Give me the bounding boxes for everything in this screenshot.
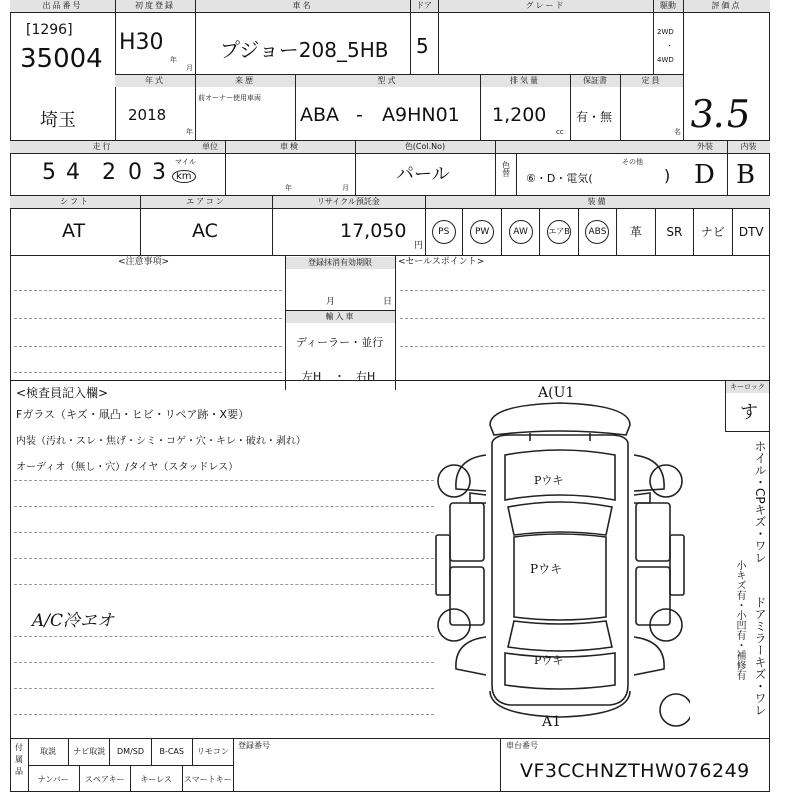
capacity-unit: 名	[674, 128, 681, 136]
key-lock-mark: す	[740, 402, 758, 423]
acc-manual: 取説	[28, 738, 69, 765]
reg-number-label: 登録番号	[238, 741, 270, 750]
header-key-lock: キーロック	[726, 381, 769, 393]
diagram-front-mark: A(U1	[538, 385, 575, 401]
header-year-model: 年式	[115, 75, 195, 87]
inspector-header: <検査員記入欄>	[16, 386, 109, 400]
prefecture: 埼玉	[40, 110, 76, 131]
displacement-unit: cc	[556, 128, 564, 136]
header-car-name: 車名	[195, 0, 410, 12]
model-year-unit: 年	[186, 128, 193, 136]
header-displacement: 排気量	[480, 75, 570, 87]
mileage-digit-2: 4	[66, 160, 80, 185]
sales-point-header: <セールスポイント>	[398, 257, 485, 267]
header-shift: シフト	[10, 196, 140, 208]
accessories-row-1	[28, 738, 233, 765]
header-mileage: 走行	[10, 141, 195, 153]
reg-expiry-day: 日	[383, 297, 393, 307]
door-count: 5	[416, 34, 429, 58]
import-dealer: ディーラー・並行	[296, 336, 384, 349]
color-change-label: 色替	[502, 161, 510, 178]
acc-remote: リモコン	[196, 747, 229, 756]
header-equipment: 装備	[425, 196, 770, 208]
header-aircon: エアコン	[140, 196, 272, 208]
first-reg-year: H30	[119, 30, 164, 55]
ac-handwritten-note: A/C冷ヱオ	[32, 611, 115, 631]
paint-type-close: )	[664, 166, 671, 185]
header-doors: ドア	[410, 0, 438, 12]
side-note-mirror: ドアミラーキズ・ワレ	[753, 596, 767, 716]
import-dot: ・	[334, 370, 345, 383]
equip-sunroof: SR	[656, 208, 694, 255]
accessories-label: 付属品	[15, 743, 23, 776]
chassis-number-label: 車台番号	[506, 741, 538, 750]
inspection-month-unit: 月	[342, 184, 349, 192]
equip-navi: ナビ	[694, 208, 732, 255]
diagram-roof-mark: Pウキ	[530, 562, 563, 576]
header-inspection: 車検	[225, 141, 355, 153]
header-score: 評価点	[683, 0, 770, 12]
import-right: 右H	[356, 370, 376, 383]
header-model: 型式	[295, 75, 480, 87]
model-code: A9HN01	[382, 104, 460, 126]
header-first-reg: 初度登録	[115, 0, 195, 12]
displacement-value: 1,200	[492, 104, 547, 126]
header-interior: 内装	[727, 141, 770, 153]
meter-unit-mile: マイル	[175, 158, 196, 166]
model-year: 2018	[128, 106, 167, 124]
equip-abs: ABS	[579, 208, 617, 255]
acc-plate: ナンバー	[28, 766, 80, 792]
mileage-digit-3: 2	[102, 160, 116, 185]
car-name: プジョー208_5HB	[220, 38, 389, 62]
reg-expiry-month: 月	[326, 297, 336, 307]
history-note: 前オーナー使用車両	[198, 94, 261, 102]
meter-unit-km: km	[172, 170, 196, 183]
model-dash: -	[356, 104, 363, 126]
interior-score: B	[736, 160, 756, 190]
diagram-trunk-mark: Pウキ	[534, 654, 564, 667]
acc-keyless: キーレス	[131, 766, 183, 792]
header-blank	[495, 141, 683, 153]
header-grade: グレード	[438, 0, 653, 12]
header-meter-unit: 単位	[195, 141, 225, 153]
paint-type-options: ⑥・D・電気(	[526, 172, 593, 185]
overall-score: 3.5	[686, 92, 754, 136]
header-exterior: 外装	[683, 141, 727, 153]
side-note-wheel: ホイル・CPキズ・ワレ	[753, 440, 767, 564]
recycle-unit: 円	[414, 241, 424, 251]
mileage-digit-5: 3	[152, 160, 166, 185]
equip-pw: PW	[463, 208, 501, 255]
inspection-year-unit: 年	[285, 184, 292, 192]
model-prefix: ABA	[300, 104, 340, 126]
exterior-score: D	[694, 160, 715, 190]
interior-note: 内装（汚れ・スレ・焦げ・シミ・コゲ・穴・キレ・破れ・剥れ）	[16, 436, 306, 447]
audio-tire-note: オーディオ（無し・穴）/タイヤ（スタッドレス）	[16, 462, 239, 473]
acc-navi-manual: ナビ取説	[69, 738, 110, 765]
import-left: 左H	[302, 370, 322, 383]
acc-smart-key: スマートキー	[183, 774, 232, 784]
acc-bcas: B-CAS	[152, 738, 193, 765]
equip-airbag: エアB	[540, 208, 578, 255]
header-warranty: 保証書	[570, 75, 620, 87]
chassis-number: VF3CCHNZTHW076249	[520, 760, 750, 782]
drive-dot: ・	[666, 42, 673, 50]
equip-aw: AW	[502, 208, 540, 255]
shift-value: AT	[62, 220, 86, 242]
equip-ps: PS	[425, 208, 463, 255]
diagram-rear-mark: A1	[542, 714, 562, 730]
color-name: パール	[396, 164, 450, 185]
paint-other-label: その他	[622, 158, 643, 166]
equipment-row	[425, 208, 770, 255]
header-import: 輸入車	[286, 311, 395, 323]
header-lot-no: 出品番号	[10, 0, 115, 12]
header-reg-expiry: 登録抹消有効期限	[285, 257, 395, 269]
lot-number: 35004	[20, 44, 103, 74]
mileage-digit-1: 5	[42, 160, 56, 185]
notes-header: <注意事項>	[118, 257, 170, 267]
recycle-amount: 17,050	[340, 220, 407, 242]
drive-4wd: 4WD	[657, 56, 674, 64]
venue-code: [1296]	[26, 22, 73, 38]
header-recycle: リサイクル預託金	[272, 196, 425, 208]
first-reg-year-unit: 年	[170, 56, 177, 64]
mileage-digit-4: 0	[128, 160, 142, 185]
header-capacity: 定員	[620, 75, 683, 87]
accessories-row-2	[28, 766, 233, 792]
fglass-note: Fガラス（キズ・凧凸・ヒビ・リペア跡・Ⅹ要）	[16, 408, 250, 421]
header-history: 来歴	[195, 75, 295, 87]
acc-dm-sd: DM/SD	[110, 738, 151, 765]
equip-leather: 革	[617, 208, 655, 255]
first-reg-month-unit: 月	[186, 64, 193, 72]
warranty-options: 有・無	[576, 110, 613, 124]
header-drive: 駆動	[653, 0, 683, 12]
header-color: 色(Col.No)	[355, 141, 495, 153]
diagram-hood-mark: Pウキ	[534, 474, 564, 487]
aircon-value: AC	[192, 220, 218, 242]
drive-2wd: 2WD	[657, 28, 674, 36]
side-note-minor: 小キズ有・小凹有・補修有	[734, 560, 745, 680]
equip-dtv: DTV	[738, 224, 764, 239]
acc-spare-key: スペアキー	[80, 766, 132, 792]
